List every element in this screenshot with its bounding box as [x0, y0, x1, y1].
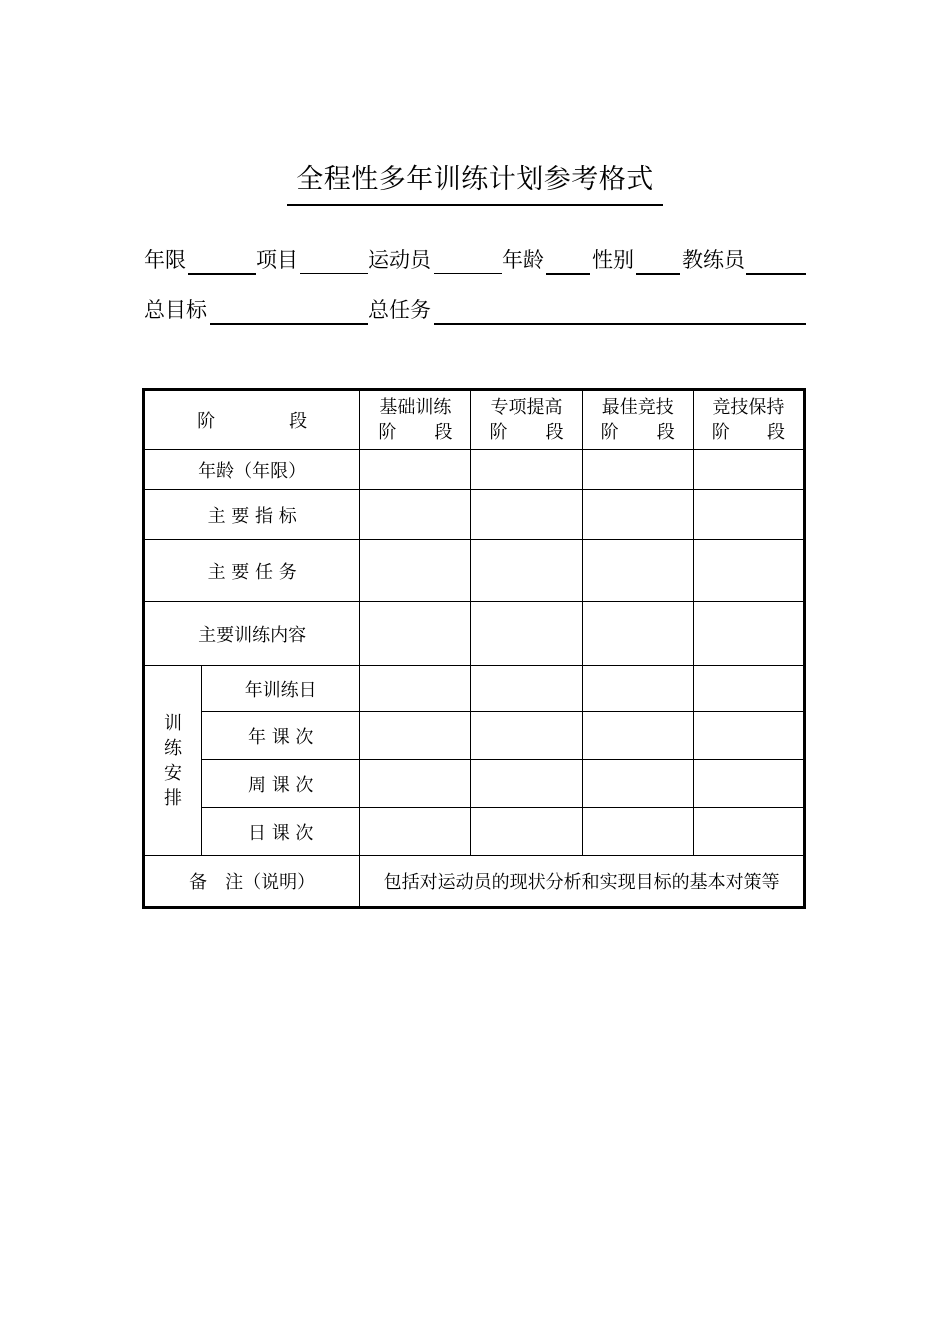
table-cell[interactable] [693, 712, 804, 760]
table-cell[interactable] [582, 712, 693, 760]
overall-task-field[interactable] [434, 323, 806, 325]
label-overall-task: 总任务 [368, 298, 431, 322]
table-cell[interactable] [471, 490, 582, 540]
table-cell[interactable] [693, 808, 804, 856]
table-cell[interactable] [582, 666, 693, 712]
table-row [144, 602, 805, 666]
table-row [144, 856, 805, 908]
row-label-annual-sessions: 年 课 次 [202, 712, 360, 760]
form-line-1 [144, 245, 808, 275]
table-header-row [144, 390, 805, 450]
form-line-2 [144, 295, 808, 325]
table-cell[interactable] [471, 712, 582, 760]
table-cell[interactable] [693, 666, 804, 712]
row-label-daily-sessions: 日 课 次 [202, 808, 360, 856]
table-row [144, 540, 805, 602]
table-row [144, 666, 805, 712]
table-cell[interactable] [582, 602, 693, 666]
table-cell[interactable] [582, 760, 693, 808]
row-label-notes: 备 注（说明） [144, 856, 360, 908]
table-cell[interactable] [360, 666, 471, 712]
stage-peak: 最佳竞技 阶 段 [582, 390, 693, 450]
table-cell[interactable] [693, 540, 804, 602]
training-plan-table [142, 388, 806, 909]
table-cell[interactable] [582, 490, 693, 540]
table-cell[interactable] [693, 450, 804, 490]
stage-header-label: 阶 段 [144, 390, 360, 450]
label-sport: 项目 [256, 248, 298, 272]
label-overall-goal: 总目标 [144, 298, 207, 322]
table-cell[interactable] [582, 540, 693, 602]
sport-field[interactable] [300, 273, 368, 274]
label-athlete: 运动员 [368, 248, 431, 272]
age-field[interactable] [546, 273, 590, 275]
table-cell[interactable] [471, 760, 582, 808]
label-years: 年限 [144, 248, 186, 272]
coach-field[interactable] [746, 273, 806, 275]
table-cell[interactable] [693, 602, 804, 666]
table-cell[interactable] [471, 540, 582, 602]
label-gender: 性别 [592, 248, 634, 272]
row-label-age: 年龄（年限） [144, 450, 360, 490]
table-cell[interactable] [360, 712, 471, 760]
table-row [144, 450, 805, 490]
table-cell[interactable] [582, 450, 693, 490]
table-cell[interactable] [360, 602, 471, 666]
label-age: 年龄 [502, 248, 544, 272]
label-coach: 教练员 [682, 248, 745, 272]
arrangement-group-label: 训 练 安 排 [144, 666, 202, 856]
table-cell[interactable] [360, 450, 471, 490]
table-cell[interactable] [360, 760, 471, 808]
table-row [144, 490, 805, 540]
table-row [144, 712, 805, 760]
page-title: 全程性多年训练计划参考格式 [287, 160, 663, 206]
table-cell[interactable] [471, 450, 582, 490]
table-row [144, 760, 805, 808]
row-label-annual-days: 年训练日 [202, 666, 360, 712]
table-cell[interactable] [693, 490, 804, 540]
table-cell[interactable] [360, 490, 471, 540]
table-cell[interactable] [693, 760, 804, 808]
row-label-indicators: 主 要 指 标 [144, 490, 360, 540]
table-cell[interactable] [582, 808, 693, 856]
stage-maintenance: 竞技保持 阶 段 [693, 390, 804, 450]
table-cell[interactable] [360, 540, 471, 602]
stage-basic: 基础训练 阶 段 [360, 390, 471, 450]
table-cell[interactable] [360, 808, 471, 856]
table-cell[interactable] [471, 808, 582, 856]
stage-specialized: 专项提高 阶 段 [471, 390, 582, 450]
gender-field[interactable] [636, 273, 680, 275]
notes-text: 包括对运动员的现状分析和实现目标的基本对策等 [360, 856, 805, 908]
row-label-content: 主要训练内容 [144, 602, 360, 666]
overall-goal-field[interactable] [210, 323, 368, 325]
years-field[interactable] [188, 273, 256, 275]
table-row [144, 808, 805, 856]
row-label-tasks: 主 要 任 务 [144, 540, 360, 602]
athlete-field[interactable] [434, 273, 502, 274]
row-label-weekly-sessions: 周 课 次 [202, 760, 360, 808]
table-cell[interactable] [471, 666, 582, 712]
table-cell[interactable] [471, 602, 582, 666]
